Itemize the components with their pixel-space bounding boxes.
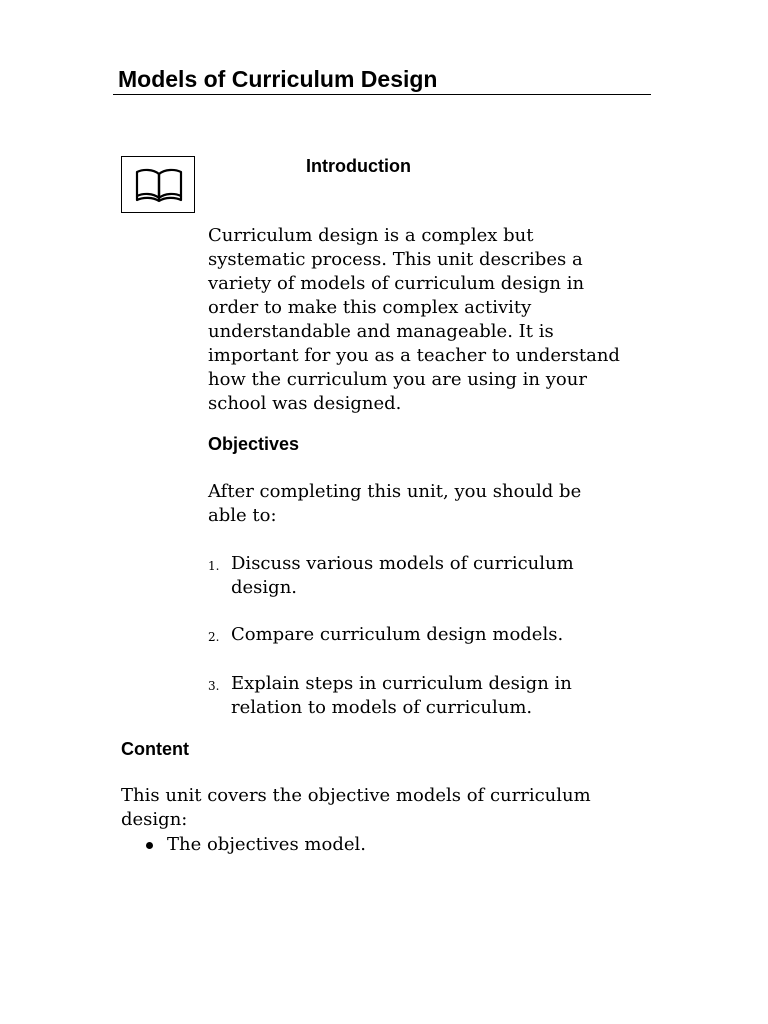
objective-item-1-line-1: Discuss various models of curriculum [231,553,574,574]
document-title: Models of Curriculum Design [118,66,438,92]
objective-number-1: 1. [208,559,220,573]
objectives-intro-line-1: After completing this unit, you should be [208,481,582,502]
open-book-icon-graphic [134,166,184,204]
title-underline [113,94,651,95]
content-heading: Content [121,739,189,759]
objectives-intro-line-2: able to: [208,505,277,526]
objective-item-1-line-2: design. [231,577,298,598]
objectives-heading: Objectives [208,434,300,454]
content-intro-line-2: design: [121,809,188,830]
bullet-dot [146,842,153,849]
introduction-paragraph: Curriculum design is a complex but systematic process. This unit describes a variety of models of curriculum design in order to make this complex activity understandable and manageable. It is important for you as a teacher to understand how the curriculum you are using in your school was designed. [208,225,620,414]
objective-number-3: 3. [208,679,220,693]
objective-item-3-line-2: relation to models of curriculum. [231,697,533,718]
objective-item-3-line-1: Explain steps in curriculum design in [231,673,572,694]
content-intro-line-1: This unit covers the objective models of curriculum [121,785,591,806]
introduction-heading: Introduction [306,156,411,176]
content-bullet-item-1: The objectives model. [167,834,366,855]
open-book-icon [121,156,195,213]
objective-item-2-line-1: Compare curriculum design models. [231,624,564,645]
objective-number-2: 2. [208,630,220,644]
